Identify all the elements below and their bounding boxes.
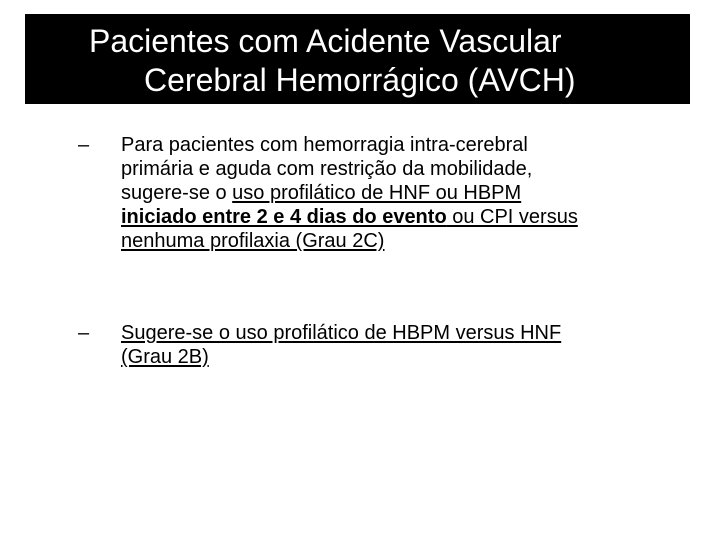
bullet-text-underlined: ou CPI versus bbox=[446, 206, 578, 228]
bullet-text-bold: iniciado entre 2 e 4 dias do evento bbox=[121, 206, 447, 228]
title-line-1: Pacientes com Acidente Vascular bbox=[89, 23, 562, 59]
bullet-line: Para pacientes com hemorragia intra-cerebral bbox=[121, 134, 528, 156]
bullet-text-plain: sugere-se o bbox=[121, 182, 233, 204]
bullet-line: nenhuma profilaxia (Grau 2C) bbox=[121, 230, 385, 252]
title-line-2: Cerebral Hemorrágico (AVCH) bbox=[144, 62, 576, 98]
bullet-line: Sugere-se o uso profilático de HBPM versus HNF bbox=[121, 322, 562, 344]
bullet-line: (Grau 2B) bbox=[121, 346, 209, 368]
bullet-text bbox=[121, 133, 681, 253]
bullet-line: primária e aguda com restrição da mobilidade, bbox=[121, 158, 533, 180]
bullet-dash: – bbox=[78, 134, 90, 156]
bullet-dash: – bbox=[78, 322, 90, 344]
slide-title bbox=[25, 14, 690, 104]
bullet-line bbox=[121, 205, 681, 229]
bullet-text-underlined: uso profilático de HNF ou HBPM bbox=[232, 182, 522, 204]
bullet-text bbox=[121, 321, 681, 369]
bullet-line bbox=[121, 181, 681, 205]
